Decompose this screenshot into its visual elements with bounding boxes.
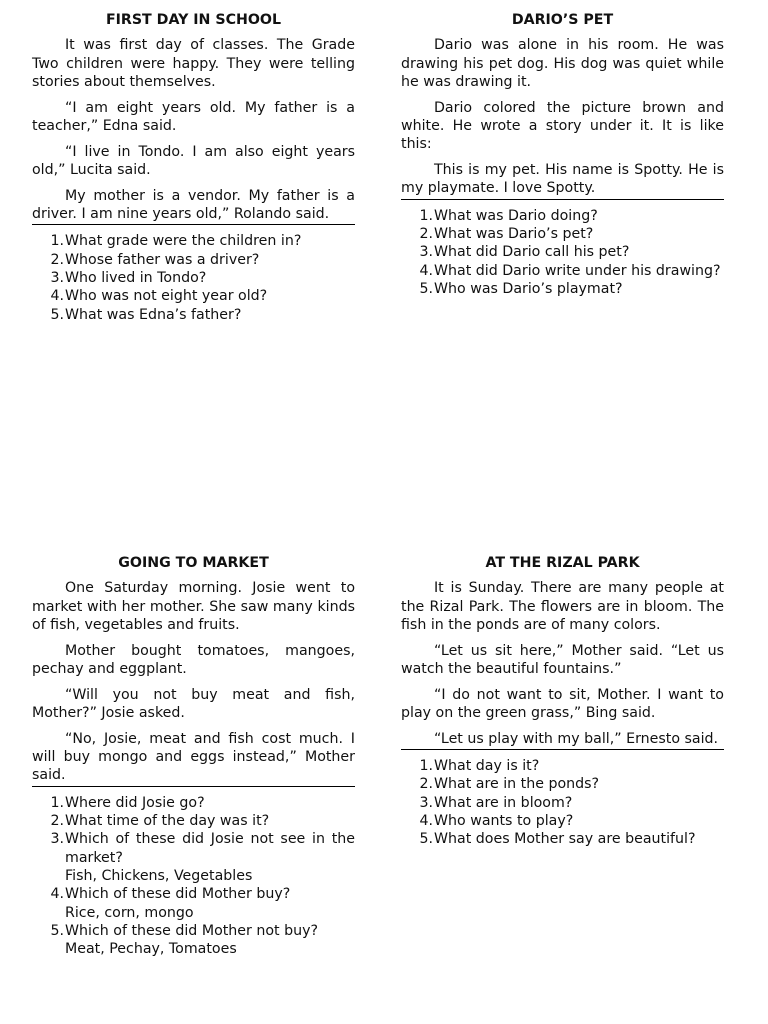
story-paragraph: Dario colored the picture brown and white. He wrote a story under it. It is like this: [401, 99, 724, 153]
story-paragraph: “Let us play with my ball,” Ernesto said. [434, 730, 719, 747]
question-text-block [434, 830, 724, 848]
question-text: Who was Dario’s playmat? [434, 280, 623, 297]
question-text: What grade were the children in? [65, 233, 302, 250]
question-number: 2. [419, 776, 433, 793]
question-list [32, 232, 355, 323]
question-text: What was Edna’s father? [65, 306, 242, 323]
question-text: Where did Josie go? [65, 794, 205, 811]
question-item [32, 232, 355, 250]
question-text-block [434, 280, 724, 298]
question-number: 4. [50, 886, 64, 903]
question-text-block [65, 232, 355, 250]
question-item [32, 251, 355, 269]
divider-line [401, 749, 724, 750]
question-number: 1. [419, 758, 433, 775]
question-text: Who wants to play? [434, 813, 574, 830]
answer-choices: Meat, Pechay, Tomatoes [65, 941, 237, 958]
story-paragraph: My mother is a vendor. My father is a driver. I am nine years old,” Rolando said. [32, 187, 355, 223]
divider-line [32, 224, 355, 225]
question-number: 3. [419, 794, 433, 811]
story-first-day-in-school [32, 11, 355, 324]
story-paragraph: It is Sunday. There are many people at the Rizal Park. The flowers are in bloom. The fish in the ponds are of many colors. [401, 580, 724, 633]
question-list [32, 794, 355, 959]
story-paragraph: This is my pet. His name is Spotty. He is my playmate. I love Spotty. [401, 162, 724, 197]
question-text: Which of these did Mother not buy? [65, 922, 319, 939]
question-text-block [65, 830, 355, 885]
story-paragraph: One Saturday morning. Josie went to market with her mother. She saw many kinds of fish, vegetables and fruits. [32, 580, 355, 633]
question-text: Who lived in Tondo? [65, 270, 207, 287]
divider-line [32, 786, 355, 787]
story-paragraph: “I do not want to sit, Mother. I want to play on the green grass,” Bing said. [401, 686, 724, 722]
question-item [401, 812, 724, 830]
question-number: 4. [419, 813, 433, 830]
question-text-block [65, 251, 355, 269]
question-item [32, 306, 355, 324]
question-number: 3. [50, 270, 64, 287]
question-text: What was Dario doing? [434, 207, 598, 224]
question-text-block [65, 922, 355, 959]
question-item [32, 287, 355, 305]
question-text: Who was not eight year old? [65, 288, 268, 305]
question-text-block [65, 306, 355, 324]
question-text: Whose father was a driver? [65, 251, 260, 268]
question-number: 3. [419, 244, 433, 261]
story-paragraph: Mother bought tomatoes, mangoes, pechay and eggplant. [32, 642, 355, 677]
question-list [401, 207, 724, 298]
question-text-block [434, 812, 724, 830]
question-number: 4. [50, 288, 64, 305]
question-number: 2. [419, 225, 433, 242]
story-title: GOING TO MARKET [118, 555, 269, 571]
question-text: What time of the day was it? [65, 813, 270, 830]
question-item [401, 830, 724, 848]
question-item [401, 794, 724, 812]
question-number: 2. [50, 251, 64, 268]
question-text: What are in the ponds? [434, 776, 600, 793]
answer-choices: Fish, Chickens, Vegetables [65, 867, 253, 884]
question-text: What did Dario call his pet? [434, 244, 630, 261]
question-item [401, 207, 724, 225]
question-text: What was Dario’s pet? [434, 225, 594, 242]
question-text: What day is it? [434, 758, 540, 775]
question-text-block [65, 812, 355, 830]
question-number: 5. [50, 306, 64, 323]
question-text-block [434, 207, 724, 225]
question-item [401, 262, 724, 280]
question-item [32, 830, 355, 885]
question-text: Which of these did Mother buy? [65, 886, 291, 903]
question-item [401, 243, 724, 261]
question-text: Which of these did Josie not see in the market? [65, 831, 355, 866]
question-text-block [65, 287, 355, 305]
question-item [32, 885, 355, 922]
question-text-block [434, 775, 724, 793]
question-item [32, 922, 355, 959]
question-item [32, 812, 355, 830]
question-number: 1. [50, 794, 64, 811]
question-text: What did Dario write under his drawing? [434, 262, 721, 279]
question-item [401, 280, 724, 298]
story-paragraph: “Will you not buy meat and fish, Mother?” Josie asked. [32, 686, 355, 722]
story-title: DARIO’S PET [511, 12, 614, 28]
question-text: What are in bloom? [434, 794, 573, 811]
story-paragraph: “Let us sit here,” Mother said. “Let us watch the beautiful fountains.” [401, 642, 724, 677]
question-text-block [434, 225, 724, 243]
question-text-block [65, 269, 355, 287]
question-item [401, 757, 724, 775]
question-text: What does Mother say are beautiful? [434, 831, 696, 848]
story-darios-pet [401, 11, 724, 298]
question-item [401, 775, 724, 793]
story-paragraph: Dario was alone in his room. He was drawing his pet dog. His dog was quiet while he was drawing it. [401, 37, 724, 90]
story-paragraph: “I am eight years old. My father is a teacher,” Edna said. [32, 99, 355, 134]
question-number: 1. [419, 207, 433, 224]
question-number: 2. [50, 813, 64, 830]
story-paragraph: It was first day of classes. The Grade Two children were happy. They were telling stories about themselves. [32, 37, 355, 90]
story-paragraph: “I live in Tondo. I am also eight years old,” Lucita said. [32, 143, 355, 179]
answer-choices: Rice, corn, mongo [65, 904, 194, 921]
question-text-block [65, 794, 355, 812]
question-list [401, 757, 724, 848]
question-text-block [434, 243, 724, 261]
story-title: AT THE RIZAL PARK [485, 555, 640, 571]
question-number: 5. [419, 280, 433, 297]
divider-line [401, 199, 724, 200]
question-number: 1. [50, 233, 64, 250]
question-text-block [434, 794, 724, 812]
question-text-block [434, 262, 724, 280]
question-text-block [65, 885, 355, 922]
question-number: 5. [50, 922, 64, 939]
story-at-the-rizal-park [401, 554, 724, 849]
story-title: FIRST DAY IN SCHOOL [105, 12, 282, 28]
question-number: 4. [419, 262, 433, 279]
question-item [32, 269, 355, 287]
question-item [32, 794, 355, 812]
story-paragraph: “No, Josie, meat and fish cost much. I will buy mongo and eggs instead,” Mother said. [32, 730, 355, 784]
story-going-to-market [32, 554, 355, 958]
question-number: 3. [50, 831, 64, 848]
question-item [401, 225, 724, 243]
question-number: 5. [419, 831, 433, 848]
question-text-block [434, 757, 724, 775]
